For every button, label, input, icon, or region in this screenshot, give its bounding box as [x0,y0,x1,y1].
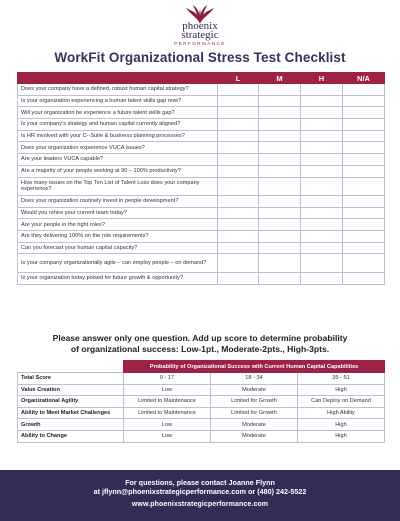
score-row-label: Organizational Agility [18,396,124,408]
column-header-na: N/A [343,73,385,84]
checklist-row [18,207,385,219]
check-cell-moderate[interactable] [259,177,301,196]
checklist-row [18,177,385,196]
check-cell-na[interactable] [343,231,385,243]
checklist-row [18,242,385,254]
check-cell-high[interactable] [301,119,343,131]
check-cell-na[interactable] [343,107,385,119]
score-row [18,430,385,442]
score-value-high: High Ability [298,407,385,419]
score-value-low: Low [124,419,211,431]
check-cell-low[interactable] [218,242,259,254]
score-value-moderate: Moderate [211,430,298,442]
logo-wordmark [0,22,400,46]
check-cell-moderate[interactable] [259,272,301,284]
score-table-header: Probability of Organizational Success with Current Human Capital Capabilities [124,361,385,373]
score-row [18,407,385,419]
score-header-blank [18,361,124,373]
checklist-row [18,219,385,231]
check-cell-low[interactable] [218,84,259,96]
check-cell-high[interactable] [301,165,343,177]
check-cell-low[interactable] [218,272,259,284]
check-cell-high[interactable] [301,272,343,284]
check-cell-high[interactable] [301,231,343,243]
check-cell-high[interactable] [301,142,343,154]
question-text: Would you rehire your current team today? [18,207,218,219]
score-value-low: Low [124,384,211,396]
logo-name-line1: phoenix [182,20,218,32]
check-cell-low[interactable] [218,130,259,142]
check-cell-low[interactable] [218,207,259,219]
score-row-label: Growth [18,419,124,431]
logo-name-line2: strategic [181,29,219,41]
score-value-high: 35 - 51 [298,373,385,385]
checklist-header-row [18,73,385,84]
check-cell-low[interactable] [218,107,259,119]
score-value-low: Limited to Maintenance [124,396,211,408]
check-cell-low[interactable] [218,231,259,243]
question-text: Is your organization today poised for future growth & opportunity? [18,272,218,284]
score-table [17,360,385,443]
score-value-low: 0 - 17 [124,373,211,385]
check-cell-na[interactable] [343,254,385,273]
question-text: Does your organization experience VUCA issues? [18,142,218,154]
check-cell-moderate[interactable] [259,95,301,107]
score-value-moderate: Limited for Growth [211,396,298,408]
checklist-row [18,196,385,208]
question-text: Is HR involved with your C--Suite & business planning processes? [18,130,218,142]
check-cell-na[interactable] [343,196,385,208]
score-row [18,373,385,385]
check-cell-na[interactable] [343,165,385,177]
check-cell-low[interactable] [218,95,259,107]
check-cell-high[interactable] [301,107,343,119]
check-cell-high[interactable] [301,95,343,107]
check-cell-na[interactable] [343,219,385,231]
score-row-label: Ability to Meet Market Challenges [18,407,124,419]
score-value-low: Low [124,430,211,442]
question-text: Can you forecast your human capital capacity? [18,242,218,254]
question-text: Are a majority of your people working at 90 – 100% productivity? [18,165,218,177]
check-cell-high[interactable] [301,254,343,273]
score-value-moderate: 18 - 34 [211,373,298,385]
check-cell-low[interactable] [218,219,259,231]
checklist-row [18,231,385,243]
score-value-high: High [298,430,385,442]
question-text: Does your company have a defined, robust human capital strategy? [18,84,218,96]
check-cell-high[interactable] [301,154,343,166]
check-cell-moderate[interactable] [259,142,301,154]
check-cell-moderate[interactable] [259,107,301,119]
check-cell-low[interactable] [218,165,259,177]
check-cell-moderate[interactable] [259,254,301,273]
footer-contact-line: For questions, please contact Joanne Flynn [125,478,275,487]
score-value-high: High [298,419,385,431]
page-title: WorkFit Organizational Stress Test Checklist [54,50,346,65]
question-text: Is your company's strategy and human capital currently aligned? [18,119,218,131]
check-cell-moderate[interactable] [259,242,301,254]
check-cell-moderate[interactable] [259,196,301,208]
score-row [18,396,385,408]
checklist-row [18,272,385,284]
check-cell-na[interactable] [343,119,385,131]
check-cell-na[interactable] [343,130,385,142]
score-row [18,419,385,431]
question-text: Is your organization experiencing a human talent skills gap now? [18,95,218,107]
checklist-row [18,84,385,96]
check-cell-na[interactable] [343,84,385,96]
column-header-moderate: M [259,73,301,84]
check-cell-moderate[interactable] [259,154,301,166]
score-value-moderate: Moderate [211,384,298,396]
instructions-line1: Please answer only one question. Add up score to determine probability [52,333,348,343]
score-value-high: Can Deploy on Demand [298,396,385,408]
score-header-row [18,361,385,373]
score-value-moderate: Moderate [211,419,298,431]
check-cell-low[interactable] [218,154,259,166]
check-cell-low[interactable] [218,142,259,154]
footer-email-phone[interactable]: at jflynn@phoenixstrategicperformance.com or (480) 242-5522 [93,487,307,496]
footer-website-link[interactable]: www.phoenixstrategicperformance.com [131,501,269,508]
score-row [18,384,385,396]
check-cell-moderate[interactable] [259,165,301,177]
question-text: Are they delivering 100% on the role requirements? [18,231,218,243]
checklist-row [18,130,385,142]
question-text: Will your organization be experience a future talent skills gap? [18,107,218,119]
checklist-row [18,95,385,107]
check-cell-na[interactable] [343,272,385,284]
check-cell-low[interactable] [218,196,259,208]
check-cell-high[interactable] [301,242,343,254]
check-cell-na[interactable] [343,95,385,107]
scoring-instructions [30,333,370,355]
score-value-low: Limited to Maintenance [124,407,211,419]
check-cell-na[interactable] [343,154,385,166]
question-text: Does your organization routinely invest in people development? [18,196,218,208]
check-cell-low[interactable] [218,177,259,196]
score-row-label: Value Creation [18,384,124,396]
check-cell-high[interactable] [301,207,343,219]
column-header-high: H [301,73,343,84]
checklist-row [18,119,385,131]
check-cell-moderate[interactable] [259,231,301,243]
checklist-row [18,165,385,177]
check-cell-na[interactable] [343,207,385,219]
score-row-label: Total Score [18,373,124,385]
instructions-line2: of organizational success: Low-1pt., Moderate-2pts., High-3pts. [70,344,330,354]
check-cell-na[interactable] [343,142,385,154]
check-cell-low[interactable] [218,119,259,131]
check-cell-high[interactable] [301,219,343,231]
check-cell-moderate[interactable] [259,119,301,131]
score-value-moderate: Limited for Growth [211,407,298,419]
checklist-table [17,72,385,285]
check-cell-high[interactable] [301,196,343,208]
check-cell-low[interactable] [218,254,259,273]
check-cell-moderate[interactable] [259,207,301,219]
check-cell-moderate[interactable] [259,130,301,142]
check-cell-moderate[interactable] [259,219,301,231]
question-text: Are your leaders VUCA capable? [18,154,218,166]
checklist-header-blank [18,73,218,84]
score-value-high: High [298,384,385,396]
check-cell-high[interactable] [301,130,343,142]
check-cell-na[interactable] [343,177,385,196]
contact-footer [0,470,400,521]
checklist-row [18,107,385,119]
question-text: How many issues on the Top Ten List of Talent Loss does your company experience? [18,177,218,196]
question-text: Are your people in the right roles? [18,219,218,231]
score-row-label: Ability to Change [18,430,124,442]
question-text: Is your company organizationally agile – can employ people – on demand? [18,254,218,273]
check-cell-high[interactable] [301,177,343,196]
check-cell-moderate[interactable] [259,84,301,96]
logo-tagline: PERFORMANCE [174,41,226,46]
check-cell-high[interactable] [301,84,343,96]
checklist-row [18,142,385,154]
checklist-row [18,254,385,273]
checklist-row [18,154,385,166]
check-cell-na[interactable] [343,242,385,254]
column-header-low: L [218,73,259,84]
